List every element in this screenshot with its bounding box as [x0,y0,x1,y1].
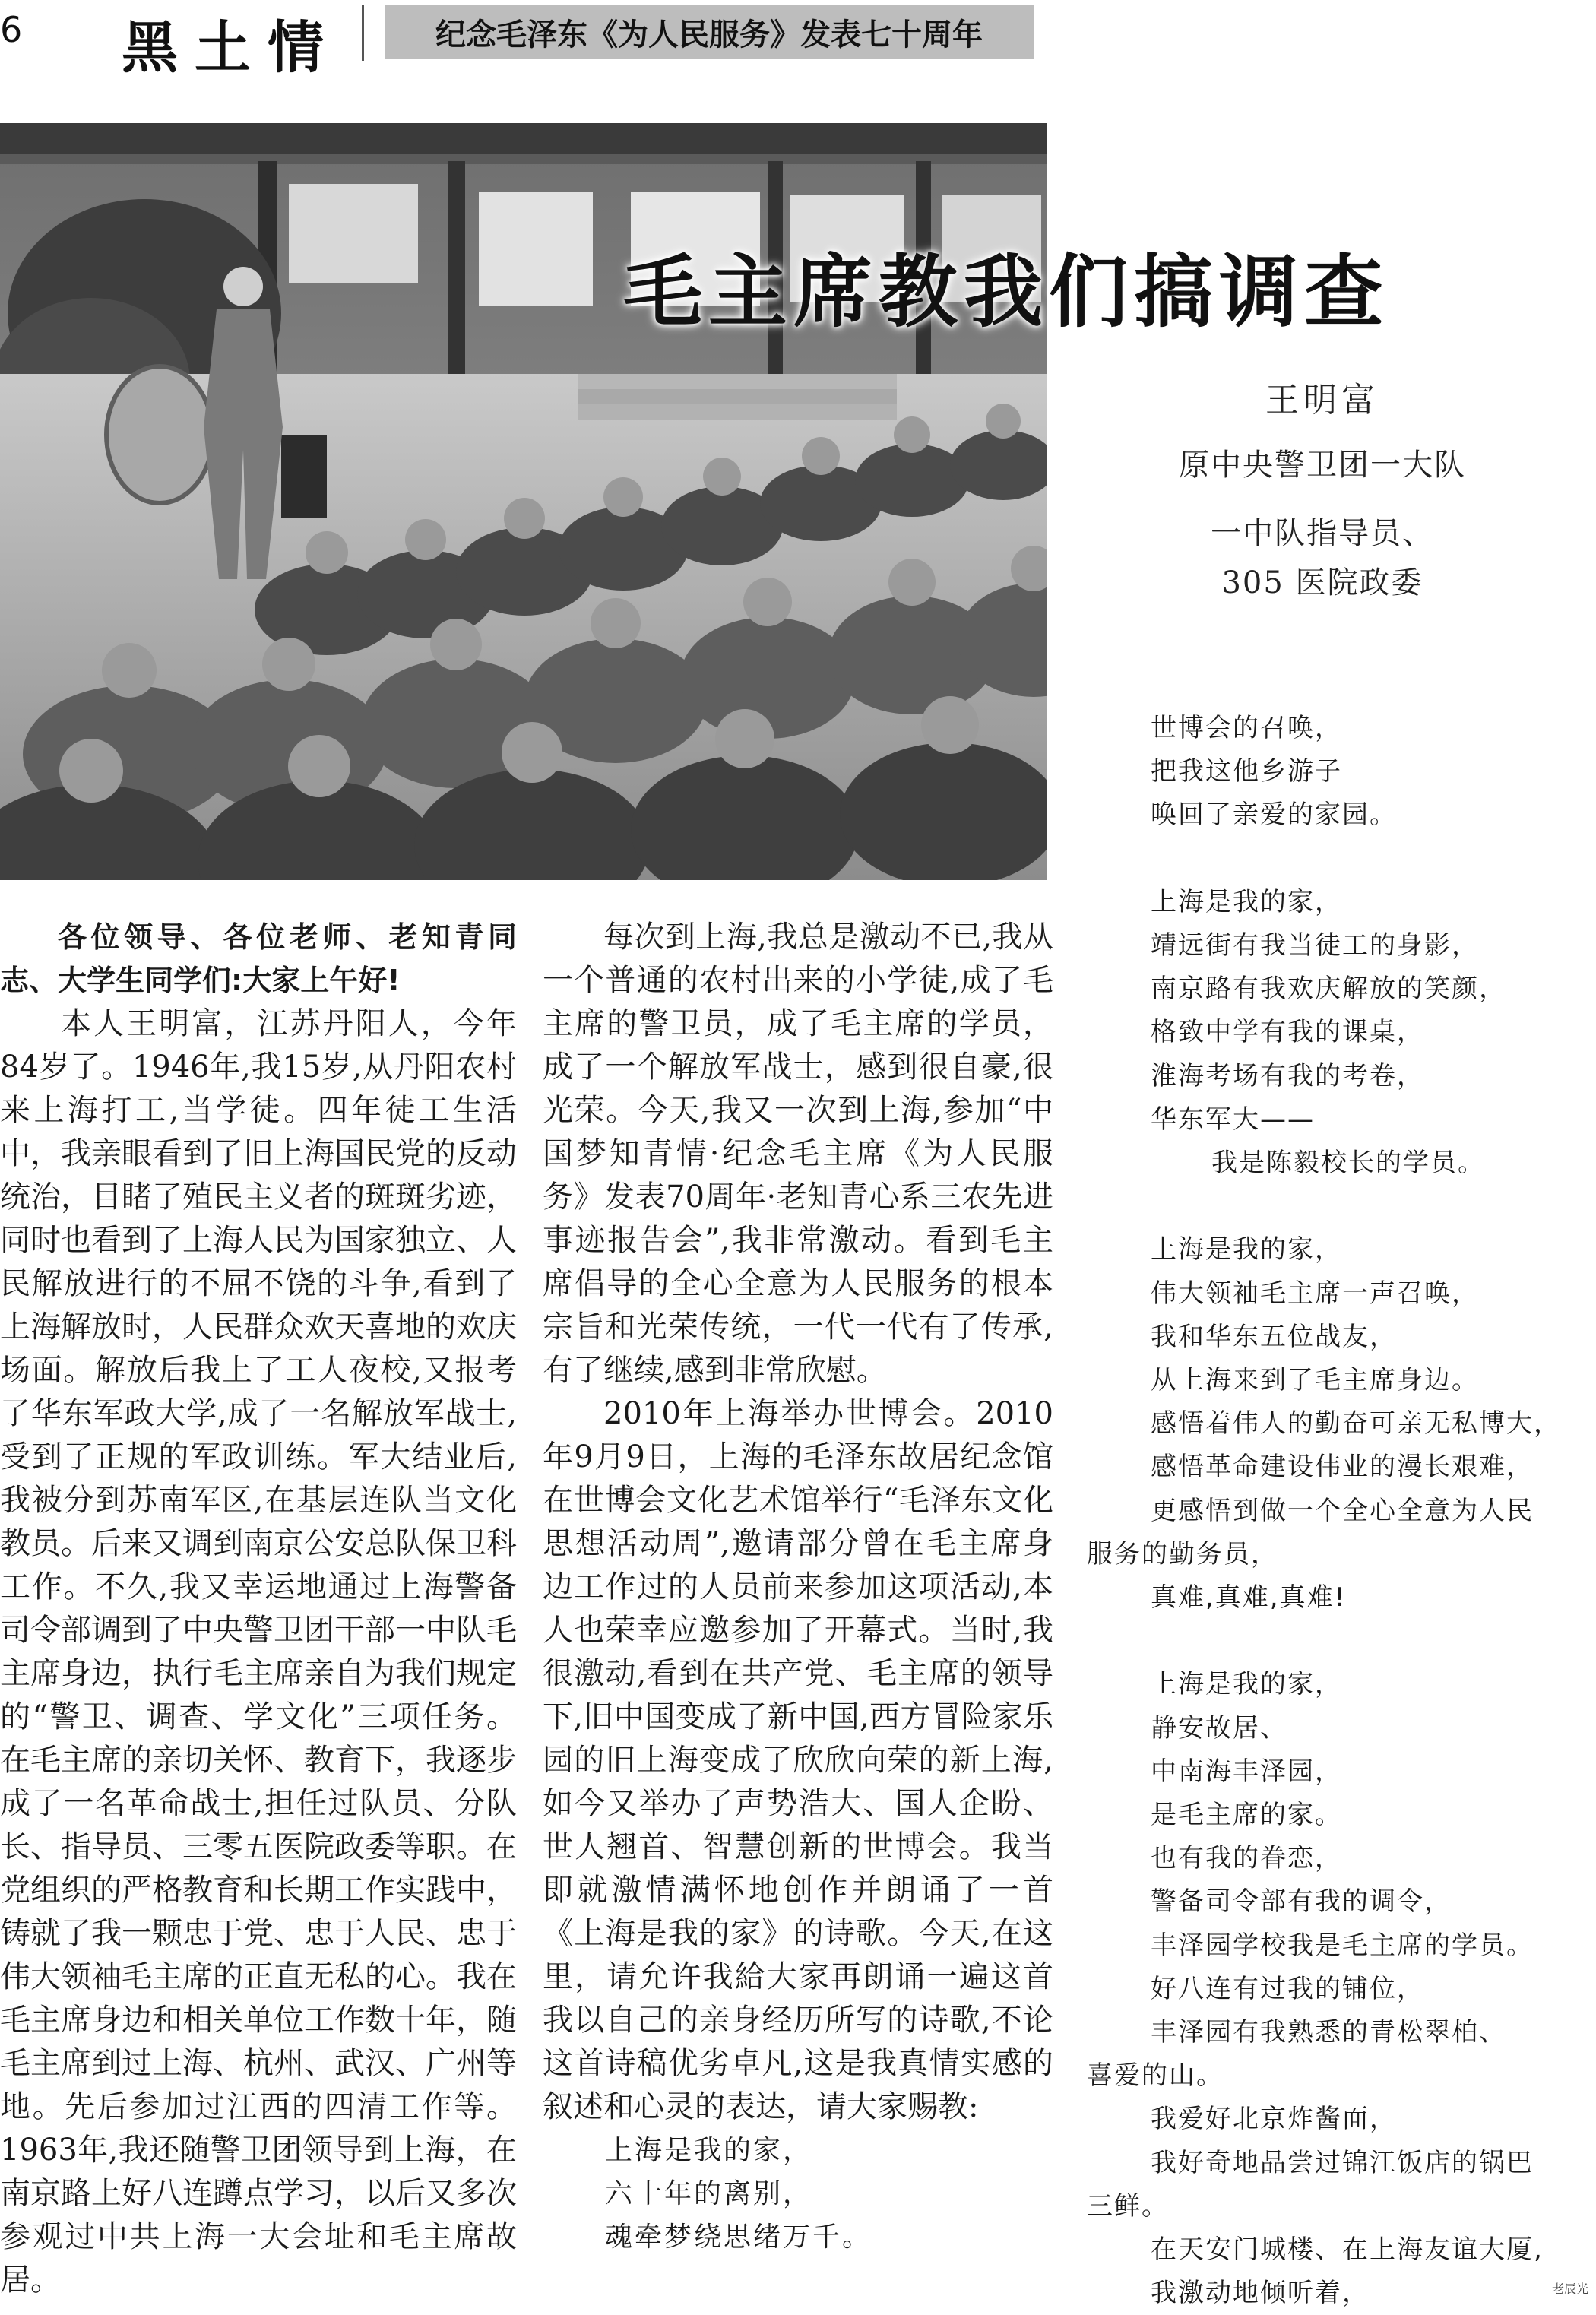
poem-column [1087,707,1596,2315]
poem-line: 服务的勤务员， [1087,1538,1278,1569]
opening-greeting: 各位领导、各位老师、老知青同志、大学生同学们:大家上午好! [0,920,517,997]
poem-line: 上海是我的家， [1151,886,1342,917]
page-number: 6 [0,9,23,50]
stanza-gap [1087,1620,1596,1663]
poem-line: 静安故居、 [1151,1712,1287,1743]
poem-line: 我和华东五位战友， [1151,1321,1397,1352]
author-name: 王明富 [1265,381,1379,420]
poem-line: 我是陈毅校长的学员。 [1211,1148,1485,1179]
poem-line: 警备司令部有我的调令， [1151,1886,1452,1918]
poem-line: 唤回了亲爱的家园。 [1151,800,1397,831]
poem-line: 我激动地倾听着， [1151,2278,1370,2309]
poem-line: 丰泽园学校我是毛主席的学员。 [1151,1930,1534,1961]
poem-line: 三鲜。 [1087,2190,1169,2222]
poem-line: 六十年的离别， [605,2178,813,2209]
body-paragraph: 2010年上海举办世博会。2010年9月9日，上海的毛泽东故居纪念馆在世博会文化艺术馆举行“毛泽东文化思想活动周”,邀请部分曾在毛主席身边工作过的人员前来参加这项活动,本人也荣幸应邀参加了开幕式。当时,我很激动,看到在共产党、毛主席的领导下,旧中国变成了新中国,西方冒险家乐园的旧上海变成了欣欣向荣的新上海,如今又举办了声势浩大、国人企盼、世人翘首、智慧创新的世博会。我当即就激情满怀地创作并朗诵了一首《上海是我的家》的诗歌。今天,在这里，请允许我給大家再朗诵一遍这首我以自己的亲身经历所写的诗歌,不论这首诗稿优劣卓凡,这是我真情实感的叙述和心灵的表达，请大家赐教: [543,1396,1053,2124]
poem-line: 喜爱的山。 [1087,2060,1224,2092]
poem-line: 上海是我的家， [1151,1669,1342,1700]
poem-line: 华东军大—— [1151,1104,1315,1135]
body-paragraph: 每次到上海,我总是激动不已,我从一个普通的农村出来的小学徒,成了毛主席的警卫员，成了毛主席的学员，成了一个解放军战士，感到很自豪,很光荣。今天,我又一次到上海,参加“中国梦知青情·纪念毛主席《为人民服务》发表70周年·老知青心系三农先进事迹报告会”,我非常激动。看到毛主席倡导的全心全意为人民服务的根本宗旨和光荣传统，一代一代有了传承,有了继续,感到非常欣慰。 [543,920,1053,1388]
stanza-gap [1087,1185,1596,1228]
article-title: 毛主席教我们搞调查 [623,245,1390,338]
poem-line: 靖远街有我当徒工的身影， [1151,930,1479,961]
poem-line: 把我这他乡游子 [1151,756,1342,787]
poem-line: 魂牵梦绕思绪万千。 [605,2222,872,2253]
poem-line: 真难,真难,真难! [1151,1582,1347,1614]
poem-line: 我好奇地品尝过锦江饭店的锅巴 [1151,2147,1534,2178]
stanza-gap [1087,838,1596,881]
author-affiliation-line: 一中队指导员、 [1211,516,1434,551]
poem-line: 更感悟到做一个全心全意为人民 [1151,1495,1534,1526]
masthead-logo: 黑土情 [122,15,340,81]
section-banner-text: 纪念毛泽东《为人民服务》发表七十周年 [435,16,983,52]
poem-line: 感悟着伟人的勤奋可亲无私博大， [1151,1408,1561,1439]
poem-line: 世博会的召唤， [1151,713,1342,743]
body-column-2 [543,916,1053,2259]
poem-line: 是毛主席的家。 [1151,1800,1342,1831]
poem-line: 也有我的眷恋， [1151,1843,1342,1874]
body-column-1 [0,916,517,2302]
poem-line: 我爱好北京炸酱面， [1151,2104,1397,2135]
section-banner [385,5,1034,59]
author-affiliation-line: 原中央警卫团一大队 [1179,448,1466,483]
header-divider [362,5,364,61]
photo-credit: 老辰光 [1551,2282,1588,2296]
poem-line: 上海是我的家， [605,2135,813,2166]
poem-line: 格致中学有我的课桌， [1151,1017,1424,1048]
author-affiliation-line: 305 医院政委 [1221,565,1423,600]
poem-line: 上海是我的家， [1151,1234,1342,1265]
poem-line: 好八连有过我的铺位， [1151,1973,1424,2004]
poem-line: 在天安门城楼、在上海友谊大厦, [1151,2234,1544,2266]
poem-line: 丰泽园有我熟悉的青松翠柏、 [1151,2017,1506,2048]
poem-line: 从上海来到了毛主席身边。 [1151,1365,1479,1396]
poem-line: 感悟革命建设伟业的漫长艰难， [1151,1452,1534,1483]
poem-line: 南京路有我欢庆解放的笑颜， [1151,974,1506,1005]
poem-line: 伟大领袖毛主席一声召唤， [1151,1278,1479,1309]
poem-line: 中南海丰泽园， [1151,1756,1342,1787]
body-paragraph: 本人王明富，江苏丹阳人，今年84岁了。1946年,我15岁,从丹阳农村来上海打工,当学徒。四年徒工生活中，我亲眼看到了旧上海国民党的反动统治，目睹了殖民主义者的斑斑劣迹，同时也看到了上海人民为国家独立、人民解放进行的不屈不饶的斗争,看到了上海解放时，人民群众欢天喜地的欢庆场面。解放后我上了工人夜校,又报考了华东军政大学,成了一名解放军战士,受到了正规的军政训练。军大结业后,我被分到苏南军区,在基层连队当文化教员。后来又调到南京公安总队保卫科工作。不久,我又幸运地通过上海警备司令部调到了中央警卫团干部一中队毛主席身边，执行毛主席亲自为我们规定的“警卫、调查、学文化”三项任务。在毛主席的亲切关怀、教育下，我逐步成了一名革命战士,担任过队员、分队长、指导员、三零五医院政委等职。在党组织的严格教育和长期工作实践中，铸就了我一颗忠于党、忠于人民、忠于伟大领袖毛主席的正直无私的心。我在毛主席身边和相关单位工作数十年，随毛主席到过上海、杭州、武汉、广州等地。先后参加过江西的四清工作等。1963年,我还随警卫团领导到上海，在南京路上好八连蹲点学习，以后又多次参观过中共上海一大会址和毛主席故居。 [0,1006,517,2298]
poem-line: 淮海考场有我的考卷， [1151,1060,1424,1091]
